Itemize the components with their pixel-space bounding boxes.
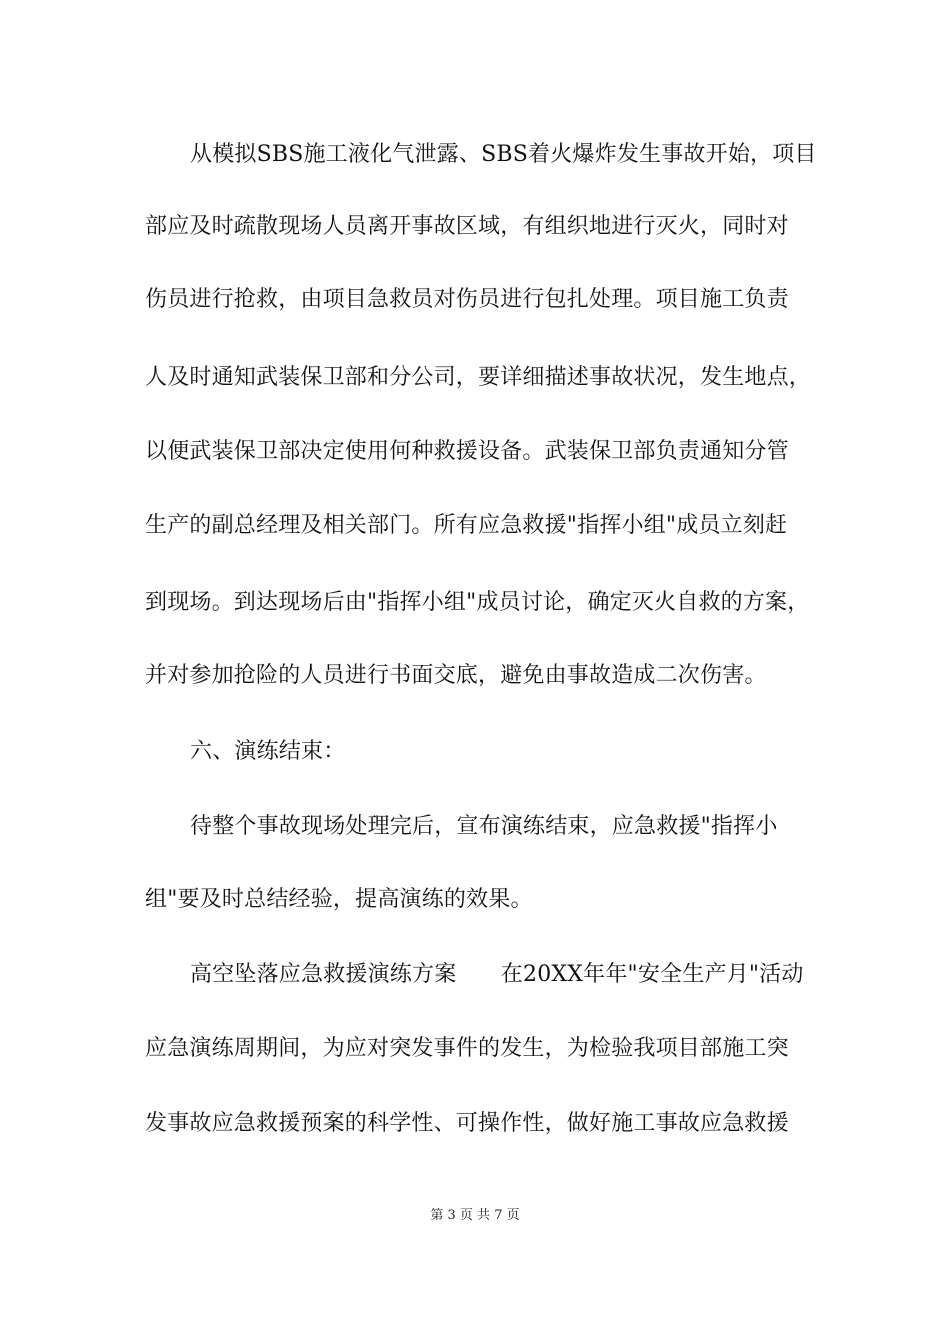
paragraph-line: 高空坠落应急救援演练方案 在20XX年年"安全生产月"活动 [190, 962, 804, 987]
paragraph-line: 伤员进行抢救，由项目急救员对伤员进行包扎处理。项目施工负责 [145, 287, 789, 312]
page-number-footer: 第 3 页 共 7 页 [430, 1208, 520, 1223]
paragraph-line: 部应及时疏散现场人员离开事故区域，有组织地进行灭火，同时对 [145, 214, 789, 239]
paragraph-line: 并对参加抢险的人员进行书面交底，避免由事故造成二次伤害。 [145, 663, 767, 688]
section-heading: 六、演练结束： [190, 739, 346, 764]
paragraph-line: 以便武装保卫部决定使用何种救援设备。武装保卫部负责通知分管 [145, 439, 789, 464]
paragraph-line: 人及时通知武装保卫部和分公司，要详细描述事故状况，发生地点， [145, 365, 812, 390]
paragraph-line: 发事故应急救援预案的科学性、可操作性，做好施工事故应急救援 [145, 1111, 789, 1136]
paragraph-line: 组"要及时总结经验，提高演练的效果。 [145, 887, 533, 912]
paragraph-line: 到现场。到达现场后由"指挥小组"成员讨论，确定灭火自救的方案， [145, 590, 810, 615]
paragraph-line: 应急演练周期间，为应对突发事件的发生，为检验我项目部施工突 [145, 1036, 789, 1061]
paragraph-line: 生产的副总经理及相关部门。所有应急救援"指挥小组"成员立刻赶 [145, 513, 788, 538]
paragraph-line: 从模拟SBS施工液化气泄露、SBS着火爆炸发生事故开始，项目 [190, 142, 817, 167]
paragraph-line: 待整个事故现场处理完后，宣布演练结束，应急救援"指挥小 [190, 814, 778, 839]
